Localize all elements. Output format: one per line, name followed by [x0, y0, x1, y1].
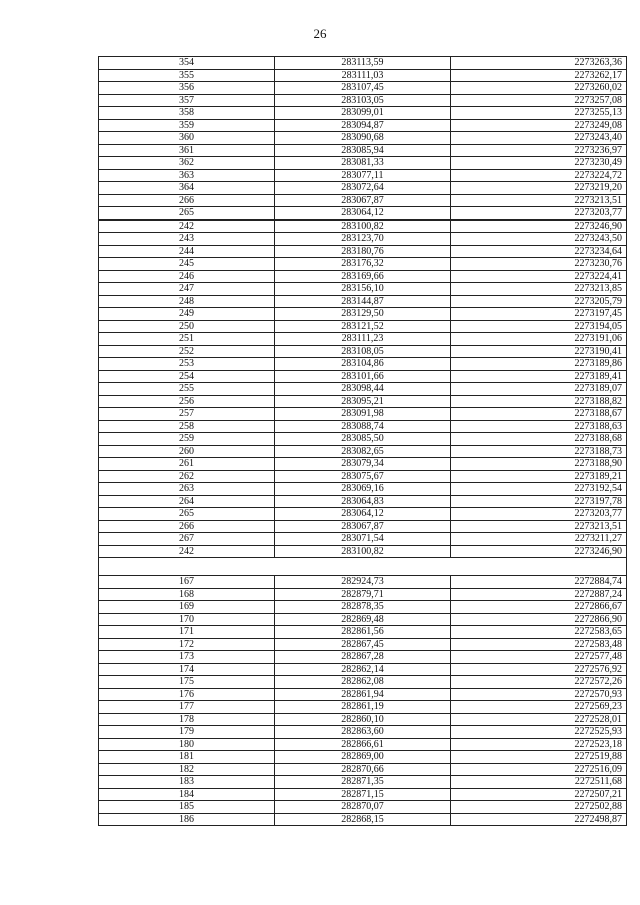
x-coordinate-cell: 283071,54 — [275, 533, 451, 546]
point-number-cell: 186 — [99, 813, 275, 826]
y-coordinate-cell: 2273188,67 — [451, 408, 627, 421]
table-row — [99, 676, 627, 689]
table-row — [99, 613, 627, 626]
page-number: 26 — [313, 26, 327, 41]
y-coordinate-cell: 2273246,90 — [451, 220, 627, 233]
table-row — [99, 776, 627, 789]
x-coordinate-cell: 283091,98 — [275, 408, 451, 421]
y-coordinate-cell: 2273246,90 — [451, 545, 627, 558]
y-coordinate-cell: 2272577,48 — [451, 651, 627, 664]
x-coordinate-cell: 283072,64 — [275, 182, 451, 195]
table-row — [99, 763, 627, 776]
x-coordinate-cell: 283113,59 — [275, 57, 451, 70]
x-coordinate-cell: 283169,66 — [275, 270, 451, 283]
x-coordinate-cell: 283100,82 — [275, 545, 451, 558]
point-number-cell: 360 — [99, 132, 275, 145]
table-row — [99, 94, 627, 107]
y-coordinate-cell: 2273230,49 — [451, 157, 627, 170]
y-coordinate-cell: 2273234,64 — [451, 245, 627, 258]
table-row — [99, 545, 627, 558]
x-coordinate-cell: 283098,44 — [275, 383, 451, 396]
point-number-cell: 261 — [99, 458, 275, 471]
x-coordinate-cell: 283156,10 — [275, 283, 451, 296]
point-number-cell: 248 — [99, 295, 275, 308]
table-row — [99, 308, 627, 321]
x-coordinate-cell: 283111,23 — [275, 333, 451, 346]
y-coordinate-cell: 2273211,27 — [451, 533, 627, 546]
y-coordinate-cell: 2273263,36 — [451, 57, 627, 70]
table-row — [99, 470, 627, 483]
table-row — [99, 445, 627, 458]
y-coordinate-cell: 2273197,78 — [451, 495, 627, 508]
table-row — [99, 458, 627, 471]
point-number-cell: 184 — [99, 788, 275, 801]
y-coordinate-cell: 2273213,51 — [451, 194, 627, 207]
y-coordinate-cell: 2272516,09 — [451, 763, 627, 776]
table-row — [99, 626, 627, 639]
x-coordinate-cell: 282863,60 — [275, 726, 451, 739]
point-number-cell: 176 — [99, 688, 275, 701]
point-number-cell: 180 — [99, 738, 275, 751]
point-number-cell: 170 — [99, 613, 275, 626]
point-number-cell: 255 — [99, 383, 275, 396]
table-row — [99, 651, 627, 664]
y-coordinate-cell: 2273255,13 — [451, 107, 627, 120]
point-number-cell: 265 — [99, 508, 275, 521]
point-number-cell: 182 — [99, 763, 275, 776]
point-number-cell: 174 — [99, 663, 275, 676]
y-coordinate-cell: 2273189,41 — [451, 370, 627, 383]
table-row — [99, 358, 627, 371]
y-coordinate-cell: 2272583,48 — [451, 638, 627, 651]
y-coordinate-cell: 2273189,07 — [451, 383, 627, 396]
x-coordinate-cell: 283104,86 — [275, 358, 451, 371]
table-row — [99, 395, 627, 408]
x-coordinate-cell: 283064,12 — [275, 207, 451, 220]
x-coordinate-cell: 283069,16 — [275, 483, 451, 496]
table-row — [99, 420, 627, 433]
y-coordinate-cell: 2273188,90 — [451, 458, 627, 471]
table-row — [99, 688, 627, 701]
y-coordinate-cell: 2273189,86 — [451, 358, 627, 371]
y-coordinate-cell: 2272498,87 — [451, 813, 627, 826]
y-coordinate-cell: 2273230,76 — [451, 258, 627, 271]
x-coordinate-cell: 282868,15 — [275, 813, 451, 826]
x-coordinate-cell: 282861,19 — [275, 701, 451, 714]
x-coordinate-cell: 282871,35 — [275, 776, 451, 789]
x-coordinate-cell: 283075,67 — [275, 470, 451, 483]
table-row — [99, 738, 627, 751]
x-coordinate-cell: 283121,52 — [275, 320, 451, 333]
y-coordinate-cell: 2273243,40 — [451, 132, 627, 145]
table-row — [99, 370, 627, 383]
y-coordinate-cell: 2272866,90 — [451, 613, 627, 626]
x-coordinate-cell: 283077,11 — [275, 169, 451, 182]
table-row — [99, 713, 627, 726]
y-coordinate-cell: 2272519,88 — [451, 751, 627, 764]
x-coordinate-cell: 282862,08 — [275, 676, 451, 689]
y-coordinate-cell: 2272866,67 — [451, 601, 627, 614]
table-row — [99, 320, 627, 333]
y-coordinate-cell: 2272525,93 — [451, 726, 627, 739]
x-coordinate-cell: 283101,66 — [275, 370, 451, 383]
x-coordinate-cell: 282867,45 — [275, 638, 451, 651]
point-number-cell: 178 — [99, 713, 275, 726]
point-number-cell: 362 — [99, 157, 275, 170]
y-coordinate-cell: 2272507,21 — [451, 788, 627, 801]
table-row — [99, 495, 627, 508]
x-coordinate-cell: 283099,01 — [275, 107, 451, 120]
table-row — [99, 258, 627, 271]
x-coordinate-cell: 283176,32 — [275, 258, 451, 271]
point-number-cell: 361 — [99, 144, 275, 157]
point-number-cell: 355 — [99, 69, 275, 82]
table-row — [99, 233, 627, 246]
y-coordinate-cell: 2273188,73 — [451, 445, 627, 458]
point-number-cell: 242 — [99, 220, 275, 233]
x-coordinate-cell: 282867,28 — [275, 651, 451, 664]
point-number-cell: 354 — [99, 57, 275, 70]
y-coordinate-cell: 2272570,93 — [451, 688, 627, 701]
point-number-cell: 171 — [99, 626, 275, 639]
table-row — [99, 220, 627, 233]
table-row — [99, 383, 627, 396]
y-coordinate-cell: 2273236,97 — [451, 144, 627, 157]
y-coordinate-cell: 2272511,68 — [451, 776, 627, 789]
y-coordinate-cell: 2273188,82 — [451, 395, 627, 408]
x-coordinate-cell: 283085,94 — [275, 144, 451, 157]
point-number-cell: 267 — [99, 533, 275, 546]
x-coordinate-cell: 283067,87 — [275, 194, 451, 207]
y-coordinate-cell: 2273262,17 — [451, 69, 627, 82]
table-row — [99, 144, 627, 157]
x-coordinate-cell: 282869,00 — [275, 751, 451, 764]
table-row — [99, 69, 627, 82]
y-coordinate-cell: 2272884,74 — [451, 576, 627, 589]
x-coordinate-cell: 282862,14 — [275, 663, 451, 676]
table-row — [99, 520, 627, 533]
point-number-cell: 173 — [99, 651, 275, 664]
x-coordinate-cell: 282861,94 — [275, 688, 451, 701]
table-row — [99, 701, 627, 714]
x-coordinate-cell: 283067,87 — [275, 520, 451, 533]
y-coordinate-cell: 2273243,50 — [451, 233, 627, 246]
table-row — [99, 433, 627, 446]
y-coordinate-cell: 2272523,18 — [451, 738, 627, 751]
table-row — [99, 333, 627, 346]
y-coordinate-cell: 2273188,68 — [451, 433, 627, 446]
x-coordinate-cell: 282870,66 — [275, 763, 451, 776]
table-spacer-row — [99, 558, 627, 576]
point-number-cell: 245 — [99, 258, 275, 271]
y-coordinate-cell: 2273191,06 — [451, 333, 627, 346]
point-number-cell: 249 — [99, 308, 275, 321]
point-number-cell: 258 — [99, 420, 275, 433]
x-coordinate-cell: 282878,35 — [275, 601, 451, 614]
table-row — [99, 157, 627, 170]
y-coordinate-cell: 2273203,77 — [451, 207, 627, 220]
table-row — [99, 788, 627, 801]
point-number-cell: 359 — [99, 119, 275, 132]
coordinates-table-body — [99, 57, 627, 826]
y-coordinate-cell: 2273189,21 — [451, 470, 627, 483]
y-coordinate-cell: 2273192,54 — [451, 483, 627, 496]
table-row — [99, 576, 627, 589]
table-row — [99, 169, 627, 182]
table-row — [99, 283, 627, 296]
x-coordinate-cell: 282924,73 — [275, 576, 451, 589]
table-row — [99, 638, 627, 651]
point-number-cell: 246 — [99, 270, 275, 283]
y-coordinate-cell: 2272502,88 — [451, 801, 627, 814]
table-row — [99, 207, 627, 220]
x-coordinate-cell: 282866,61 — [275, 738, 451, 751]
x-coordinate-cell: 283111,03 — [275, 69, 451, 82]
point-number-cell: 262 — [99, 470, 275, 483]
x-coordinate-cell: 283085,50 — [275, 433, 451, 446]
x-coordinate-cell: 283129,50 — [275, 308, 451, 321]
x-coordinate-cell: 283090,68 — [275, 132, 451, 145]
point-number-cell: 169 — [99, 601, 275, 614]
point-number-cell: 259 — [99, 433, 275, 446]
x-coordinate-cell: 283088,74 — [275, 420, 451, 433]
y-coordinate-cell: 2273188,63 — [451, 420, 627, 433]
x-coordinate-cell: 282870,07 — [275, 801, 451, 814]
x-coordinate-cell: 283064,83 — [275, 495, 451, 508]
table-row — [99, 751, 627, 764]
x-coordinate-cell: 282861,56 — [275, 626, 451, 639]
x-coordinate-cell: 283123,70 — [275, 233, 451, 246]
x-coordinate-cell: 282879,71 — [275, 588, 451, 601]
table-row — [99, 813, 627, 826]
point-number-cell: 250 — [99, 320, 275, 333]
x-coordinate-cell: 283107,45 — [275, 82, 451, 95]
y-coordinate-cell: 2272528,01 — [451, 713, 627, 726]
point-number-cell: 251 — [99, 333, 275, 346]
table-row — [99, 345, 627, 358]
table-row — [99, 601, 627, 614]
point-number-cell: 185 — [99, 801, 275, 814]
table-row — [99, 588, 627, 601]
point-number-cell: 168 — [99, 588, 275, 601]
x-coordinate-cell: 283082,65 — [275, 445, 451, 458]
point-number-cell: 167 — [99, 576, 275, 589]
x-coordinate-cell: 283094,87 — [275, 119, 451, 132]
x-coordinate-cell: 283100,82 — [275, 220, 451, 233]
table-row — [99, 270, 627, 283]
y-coordinate-cell: 2272572,26 — [451, 676, 627, 689]
y-coordinate-cell: 2272569,23 — [451, 701, 627, 714]
y-coordinate-cell: 2273224,72 — [451, 169, 627, 182]
x-coordinate-cell: 283064,12 — [275, 508, 451, 521]
point-number-cell: 244 — [99, 245, 275, 258]
point-number-cell: 363 — [99, 169, 275, 182]
point-number-cell: 252 — [99, 345, 275, 358]
x-coordinate-cell: 282871,15 — [275, 788, 451, 801]
y-coordinate-cell: 2273203,77 — [451, 508, 627, 521]
y-coordinate-cell: 2273260,02 — [451, 82, 627, 95]
y-coordinate-cell: 2273213,51 — [451, 520, 627, 533]
table-row — [99, 483, 627, 496]
table-row — [99, 245, 627, 258]
point-number-cell: 256 — [99, 395, 275, 408]
x-coordinate-cell: 282869,48 — [275, 613, 451, 626]
y-coordinate-cell: 2273213,85 — [451, 283, 627, 296]
coordinates-table — [98, 56, 627, 826]
point-number-cell: 254 — [99, 370, 275, 383]
x-coordinate-cell: 283180,76 — [275, 245, 451, 258]
x-coordinate-cell: 283081,33 — [275, 157, 451, 170]
y-coordinate-cell: 2272576,92 — [451, 663, 627, 676]
point-number-cell: 260 — [99, 445, 275, 458]
point-number-cell: 257 — [99, 408, 275, 421]
table-row — [99, 533, 627, 546]
table-row — [99, 82, 627, 95]
table-row — [99, 508, 627, 521]
y-coordinate-cell: 2273249,08 — [451, 119, 627, 132]
point-number-cell: 356 — [99, 82, 275, 95]
point-number-cell: 253 — [99, 358, 275, 371]
x-coordinate-cell: 283103,05 — [275, 94, 451, 107]
table-row — [99, 182, 627, 195]
table-row — [99, 726, 627, 739]
point-number-cell: 177 — [99, 701, 275, 714]
x-coordinate-cell: 282860,10 — [275, 713, 451, 726]
point-number-cell: 247 — [99, 283, 275, 296]
point-number-cell: 175 — [99, 676, 275, 689]
y-coordinate-cell: 2273224,41 — [451, 270, 627, 283]
point-number-cell: 183 — [99, 776, 275, 789]
point-number-cell: 181 — [99, 751, 275, 764]
y-coordinate-cell: 2273190,41 — [451, 345, 627, 358]
table-row — [99, 194, 627, 207]
x-coordinate-cell: 283079,34 — [275, 458, 451, 471]
table-row — [99, 408, 627, 421]
point-number-cell: 266 — [99, 194, 275, 207]
x-coordinate-cell: 283095,21 — [275, 395, 451, 408]
y-coordinate-cell: 2273257,08 — [451, 94, 627, 107]
table-row — [99, 801, 627, 814]
table-row — [99, 57, 627, 70]
point-number-cell: 266 — [99, 520, 275, 533]
point-number-cell: 263 — [99, 483, 275, 496]
point-number-cell: 364 — [99, 182, 275, 195]
table-row — [99, 132, 627, 145]
y-coordinate-cell: 2273194,05 — [451, 320, 627, 333]
point-number-cell: 265 — [99, 207, 275, 220]
point-number-cell: 357 — [99, 94, 275, 107]
x-coordinate-cell: 283108,05 — [275, 345, 451, 358]
table-row — [99, 119, 627, 132]
table-row — [99, 295, 627, 308]
y-coordinate-cell: 2273197,45 — [451, 308, 627, 321]
point-number-cell: 243 — [99, 233, 275, 246]
table-row — [99, 107, 627, 120]
spacer-cell — [99, 558, 627, 576]
table-row — [99, 663, 627, 676]
point-number-cell: 179 — [99, 726, 275, 739]
y-coordinate-cell: 2273219,20 — [451, 182, 627, 195]
point-number-cell: 358 — [99, 107, 275, 120]
point-number-cell: 242 — [99, 545, 275, 558]
y-coordinate-cell: 2272583,65 — [451, 626, 627, 639]
y-coordinate-cell: 2273205,79 — [451, 295, 627, 308]
point-number-cell: 264 — [99, 495, 275, 508]
y-coordinate-cell: 2272887,24 — [451, 588, 627, 601]
x-coordinate-cell: 283144,87 — [275, 295, 451, 308]
point-number-cell: 172 — [99, 638, 275, 651]
